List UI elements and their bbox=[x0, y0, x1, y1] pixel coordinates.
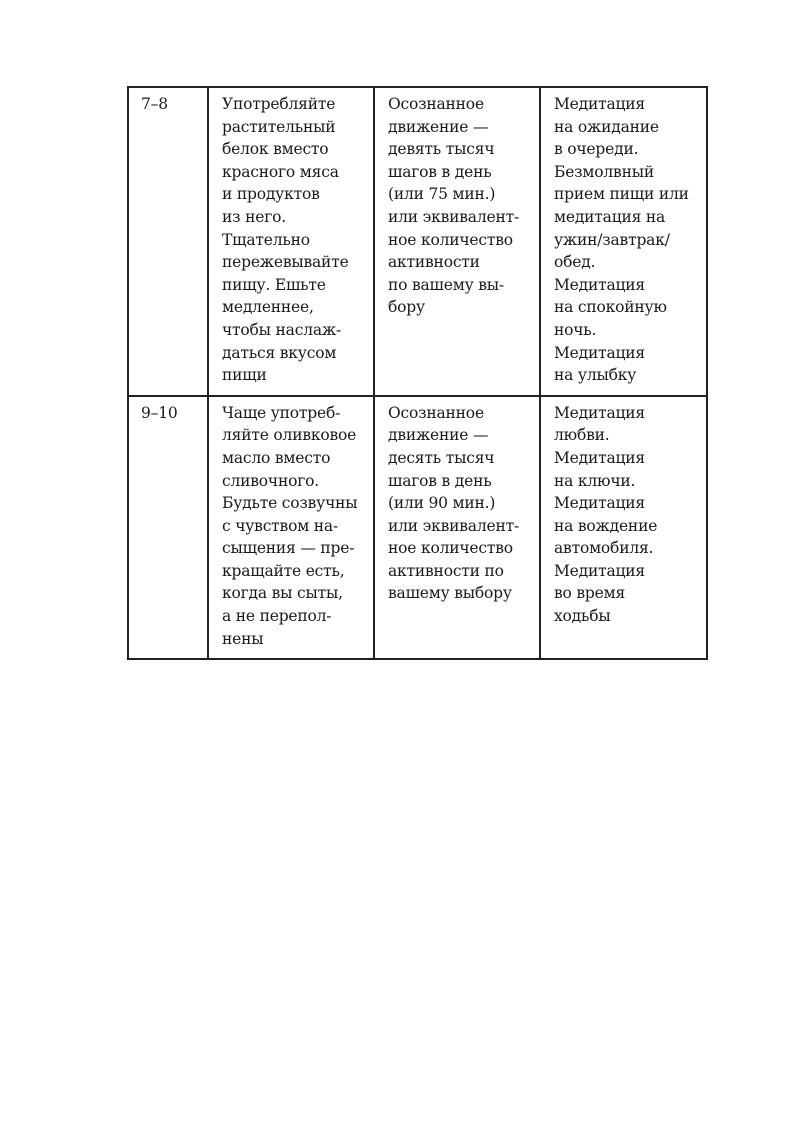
weekly-plan-table bbox=[127, 86, 708, 660]
cell-line: ужин/завтрак/ bbox=[554, 230, 670, 249]
cell-line: шагов в день bbox=[388, 471, 492, 490]
cell-line: Осознанное bbox=[388, 95, 484, 113]
cell-line: на ожидание bbox=[554, 117, 659, 136]
cell-line: пищу. Ешьте bbox=[222, 275, 326, 294]
cell-line: нены bbox=[222, 629, 264, 648]
cell-line: масло вместо bbox=[222, 448, 331, 467]
cell-line: в очереди. bbox=[554, 140, 639, 159]
cell-line: активности bbox=[388, 253, 480, 272]
movement-cell bbox=[374, 87, 540, 396]
cell-line: на вождение bbox=[554, 516, 658, 535]
meditation-cell bbox=[540, 87, 707, 396]
cell-line: Безмолвный bbox=[554, 162, 654, 181]
cell-line: растительный bbox=[222, 117, 336, 136]
cell-line: или эквивалент- bbox=[388, 207, 519, 226]
cell-line: движение — bbox=[388, 426, 489, 445]
cell-line: на улыбку bbox=[554, 366, 637, 385]
table-row bbox=[128, 87, 707, 396]
cell-line: с чувством на- bbox=[222, 516, 339, 535]
cell-line: Тщательно bbox=[222, 230, 310, 249]
cell-line: Осознанное bbox=[388, 403, 484, 422]
cell-line: активности по bbox=[388, 561, 504, 580]
nutrition-cell bbox=[208, 87, 374, 396]
table-row bbox=[128, 396, 707, 660]
cell-line: кращайте есть, bbox=[222, 561, 345, 580]
cell-line: Употребляйте bbox=[222, 95, 336, 113]
cell-line: вашему выбору bbox=[388, 584, 512, 603]
cell-line: красного мяса bbox=[222, 162, 339, 181]
cell-line: во время bbox=[554, 584, 626, 603]
cell-line: ходьбы bbox=[554, 607, 611, 626]
week-range-cell bbox=[128, 396, 208, 660]
cell-line: любви. bbox=[554, 426, 610, 445]
cell-line: сыщения — пре- bbox=[222, 539, 355, 558]
cell-line: девять тысяч bbox=[388, 140, 495, 159]
cell-line: автомобиля. bbox=[554, 539, 654, 558]
cell-line: а не перепол- bbox=[222, 607, 332, 626]
movement-cell bbox=[374, 396, 540, 660]
cell-line: Медитация bbox=[554, 448, 646, 467]
cell-line: пищи bbox=[222, 366, 267, 385]
cell-line: прием пищи или bbox=[554, 185, 689, 204]
week-range: 7–8 bbox=[141, 95, 168, 113]
cell-line: (или 75 мин.) bbox=[388, 185, 496, 204]
cell-line: и продуктов bbox=[222, 185, 320, 204]
cell-line: шагов в день bbox=[388, 162, 492, 181]
cell-line: когда вы сыты, bbox=[222, 584, 343, 603]
cell-line: ное количество bbox=[388, 539, 513, 558]
week-range: 9–10 bbox=[141, 403, 178, 422]
cell-line: Медитация bbox=[554, 343, 646, 362]
cell-line: Медитация bbox=[554, 275, 646, 294]
cell-line: Медитация bbox=[554, 494, 646, 513]
cell-line: по вашему вы- bbox=[388, 275, 504, 294]
cell-line: Медитация bbox=[554, 561, 646, 580]
cell-line: (или 90 мин.) bbox=[388, 494, 496, 513]
cell-line: из него. bbox=[222, 207, 286, 226]
cell-line: или эквивалент- bbox=[388, 516, 519, 535]
cell-line: ляйте оливковое bbox=[222, 426, 357, 445]
meditation-cell bbox=[540, 396, 707, 660]
nutrition-cell bbox=[208, 396, 374, 660]
cell-line: ное количество bbox=[388, 230, 513, 249]
cell-line: сливочного. bbox=[222, 471, 320, 490]
cell-line: Медитация bbox=[554, 403, 646, 422]
cell-line: бору bbox=[388, 298, 425, 317]
week-range-cell bbox=[128, 87, 208, 396]
cell-line: пережевывайте bbox=[222, 253, 349, 272]
cell-line: медленнее, bbox=[222, 298, 314, 317]
cell-line: медитация на bbox=[554, 207, 666, 226]
cell-line: Будьте созвучны bbox=[222, 494, 358, 513]
cell-line: на ключи. bbox=[554, 471, 636, 490]
cell-line: Чаще употреб- bbox=[222, 403, 341, 422]
cell-line: даться вкусом bbox=[222, 343, 337, 362]
cell-line: на спокойную bbox=[554, 298, 667, 317]
cell-line: обед. bbox=[554, 253, 596, 272]
cell-line: ночь. bbox=[554, 320, 597, 339]
cell-line: десять тысяч bbox=[388, 448, 495, 467]
cell-line: белок вместо bbox=[222, 140, 329, 159]
cell-line: чтобы наслаж- bbox=[222, 320, 341, 339]
cell-line: Медитация bbox=[554, 95, 646, 113]
cell-line: движение — bbox=[388, 117, 489, 136]
